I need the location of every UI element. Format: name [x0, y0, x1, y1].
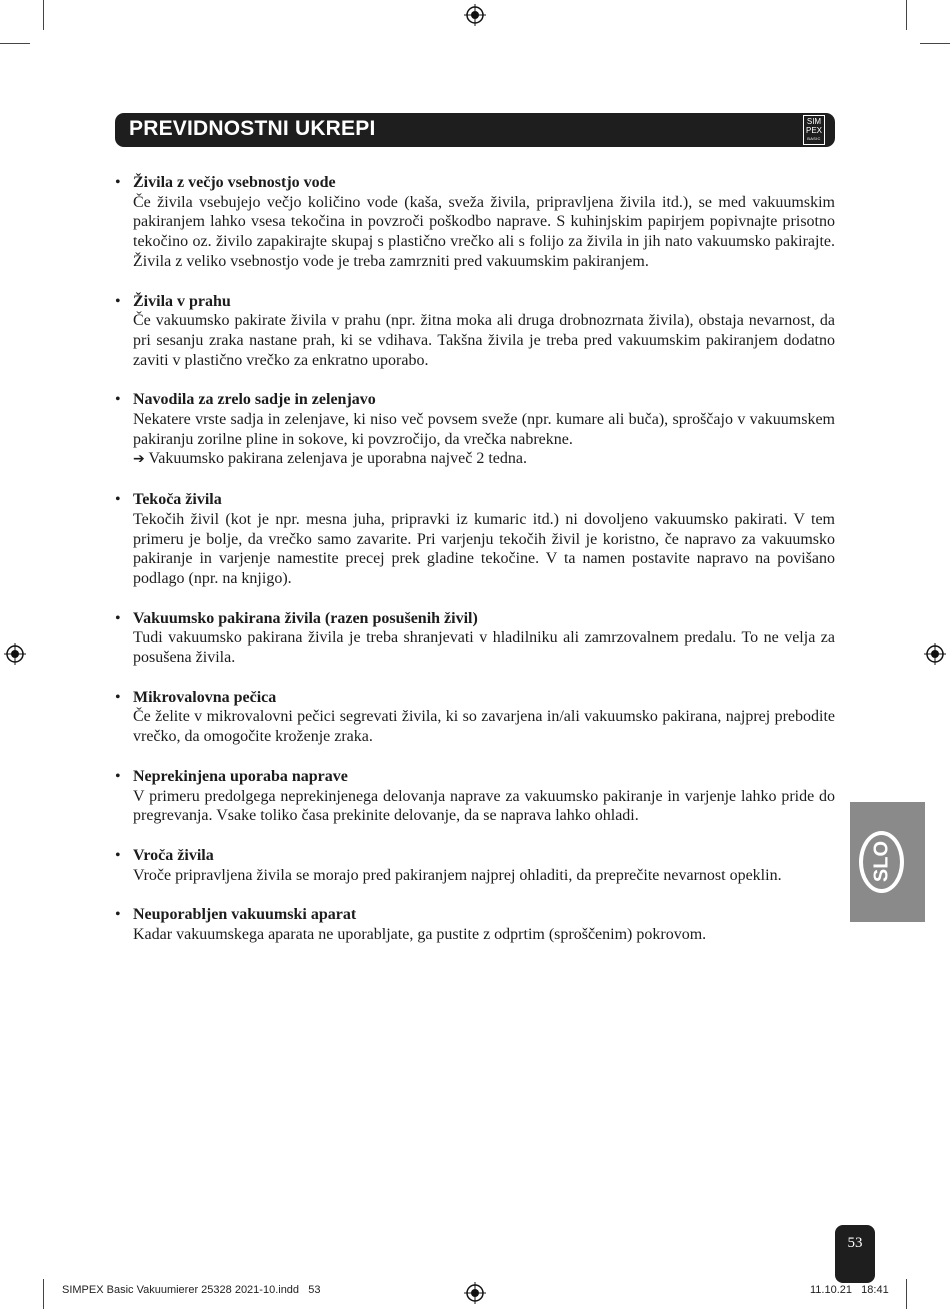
precaution-item	[115, 846, 835, 885]
precaution-item	[115, 905, 835, 944]
precaution-item	[115, 609, 835, 668]
precaution-item	[115, 490, 835, 589]
precaution-text: Kadar vakuumskega aparata ne uporabljate, ga pustite z odprtim (sproščenim) pokrovom.	[133, 926, 707, 944]
note-text: Vakuumsko pakirana zelenjava je uporabna največ 2 tedna.	[148, 450, 527, 468]
bullet-icon: •	[115, 174, 121, 191]
registration-mark-icon	[464, 1282, 486, 1304]
crop-mark	[43, 0, 44, 30]
registration-mark-icon	[924, 643, 946, 665]
precaution-text: Če živila vsebujejo večjo količino vode (kaša, sveža živila, pripravljena živila itd.), se med vakuumskim pakiranjem lahko vsesa tekočina in povzroči poškodbo naprave. S kuhinjskim papirjem popivnajte prisotno tekočino oz. živilo zapakirajte skupaj s plastično vrečko ali s folijo za živila in jih nato vakuumsko pakirajte. Živila z veliko vsebnostjo vode je treba zamrzniti pred vakuumskim pakiranjem.	[133, 193, 835, 270]
precaution-note	[133, 449, 835, 470]
logo-line: SIM	[806, 117, 822, 126]
precaution-title: Neprekinjena uporaba naprave	[133, 767, 348, 785]
footer-datetime: 11.10.21 18:41	[810, 1284, 889, 1296]
crop-mark	[0, 43, 30, 44]
bullet-icon: •	[115, 292, 121, 310]
precaution-item	[115, 688, 835, 747]
logo-line: BASIC	[807, 136, 821, 141]
precaution-text: Tekočih živil (kot je npr. mesna juha, pripravki iz kumaric itd.) ni dovoljeno vakuumsko pakirati. V tem primeru je bolje, da vrečko samo zavarite. Pri varjenju tekočih živil je koristno, če napravo za vakuumsko pakiranje in varjenje namestite precej prek gladine tekočine. V ta namen postavite napravo na povišano podlago (npr. na knjigo).	[133, 510, 835, 587]
precaution-title: Navodila za zrelo sadje in zelenjavo	[133, 391, 376, 409]
language-label: SLO	[870, 840, 893, 883]
precaution-title: Tekoča živila	[133, 491, 222, 509]
precaution-item	[115, 767, 835, 826]
precaution-item	[115, 390, 835, 470]
arrow-right-icon: ➔	[133, 451, 145, 468]
language-tab	[850, 802, 925, 922]
crop-mark	[920, 43, 950, 44]
bullet-icon: •	[115, 767, 121, 785]
bullet-icon: •	[115, 906, 121, 924]
registration-mark-icon	[464, 4, 486, 26]
bullet-icon: •	[115, 688, 121, 706]
page-number: 53	[847, 1235, 863, 1251]
page-title: PREVIDNOSTNI UKREPI	[129, 117, 376, 140]
registration-mark-icon	[4, 643, 26, 665]
precaution-title: Mikrovalovna pečica	[133, 688, 277, 706]
precaution-title: Vroča živila	[133, 846, 214, 864]
bullet-icon: •	[115, 391, 121, 409]
crop-mark	[906, 0, 907, 30]
precaution-title: Neuporabljen vakuumski aparat	[133, 906, 357, 924]
section-header-bar	[115, 113, 835, 147]
precaution-text: Če želite v mikrovalovni pečici segrevati živila, ki so zavarjena in/ali vakuumsko pakirana, najprej prebodite vrečko, da omogočite kroženje zraka.	[133, 708, 835, 746]
precaution-title: Vakuumsko pakirana živila (razen posušenih živil)	[133, 609, 478, 627]
bullet-icon: •	[115, 491, 121, 509]
precaution-text: Vroče pripravljena živila se morajo pred pakiranjem najprej ohladiti, da preprečite nevarnost opeklin.	[133, 866, 782, 884]
precaution-text: V primeru predolgega neprekinjenega delovanja naprave za vakuumsko pakiranje in varjenje lahko pride do pregrevanja. Vsake toliko časa prekinite delovanje, da se naprava lahko ohladi.	[133, 787, 835, 825]
precaution-text: Če vakuumsko pakirate živila v prahu (npr. žitna moka ali druga drobnozrnata živila), obstaja nevarnost, da pri sesanju zraka nastane prah, ki se vdihava. Takšna živila je treba pred vakuumskim pakiranjem dodatno zaviti v plastično vrečko za enkratno uporabo.	[133, 312, 835, 369]
crop-mark	[906, 1279, 907, 1309]
page-number-box	[835, 1225, 875, 1283]
precaution-text: Tudi vakuumsko pakirana živila je treba shranjevati v hladilniku ali zamrzovalnem predalu. To ne velja za posušena živila.	[133, 629, 835, 667]
bullet-icon: •	[115, 846, 121, 864]
precaution-item	[115, 292, 835, 371]
bullet-icon: •	[115, 609, 121, 627]
simpex-logo	[803, 115, 825, 145]
precaution-text: Nekatere vrste sadja in zelenjave, ki niso več povsem sveže (npr. kumare ali buča), sproščajo v vakuumskem pakiranju zorilne pline in sokove, ki povzročijo, da vrečka nabrekne.	[133, 411, 835, 448]
crop-mark	[43, 1279, 44, 1309]
precaution-item	[115, 173, 835, 272]
logo-line: PEX	[805, 126, 822, 135]
precautions-list	[115, 173, 835, 965]
precaution-title: Živila z večjo vsebnostjo vode	[133, 174, 336, 191]
footer-file-info: SIMPEX Basic Vakuumierer 25328 2021-10.indd 53	[62, 1284, 321, 1296]
precaution-title: Živila v prahu	[133, 292, 231, 310]
